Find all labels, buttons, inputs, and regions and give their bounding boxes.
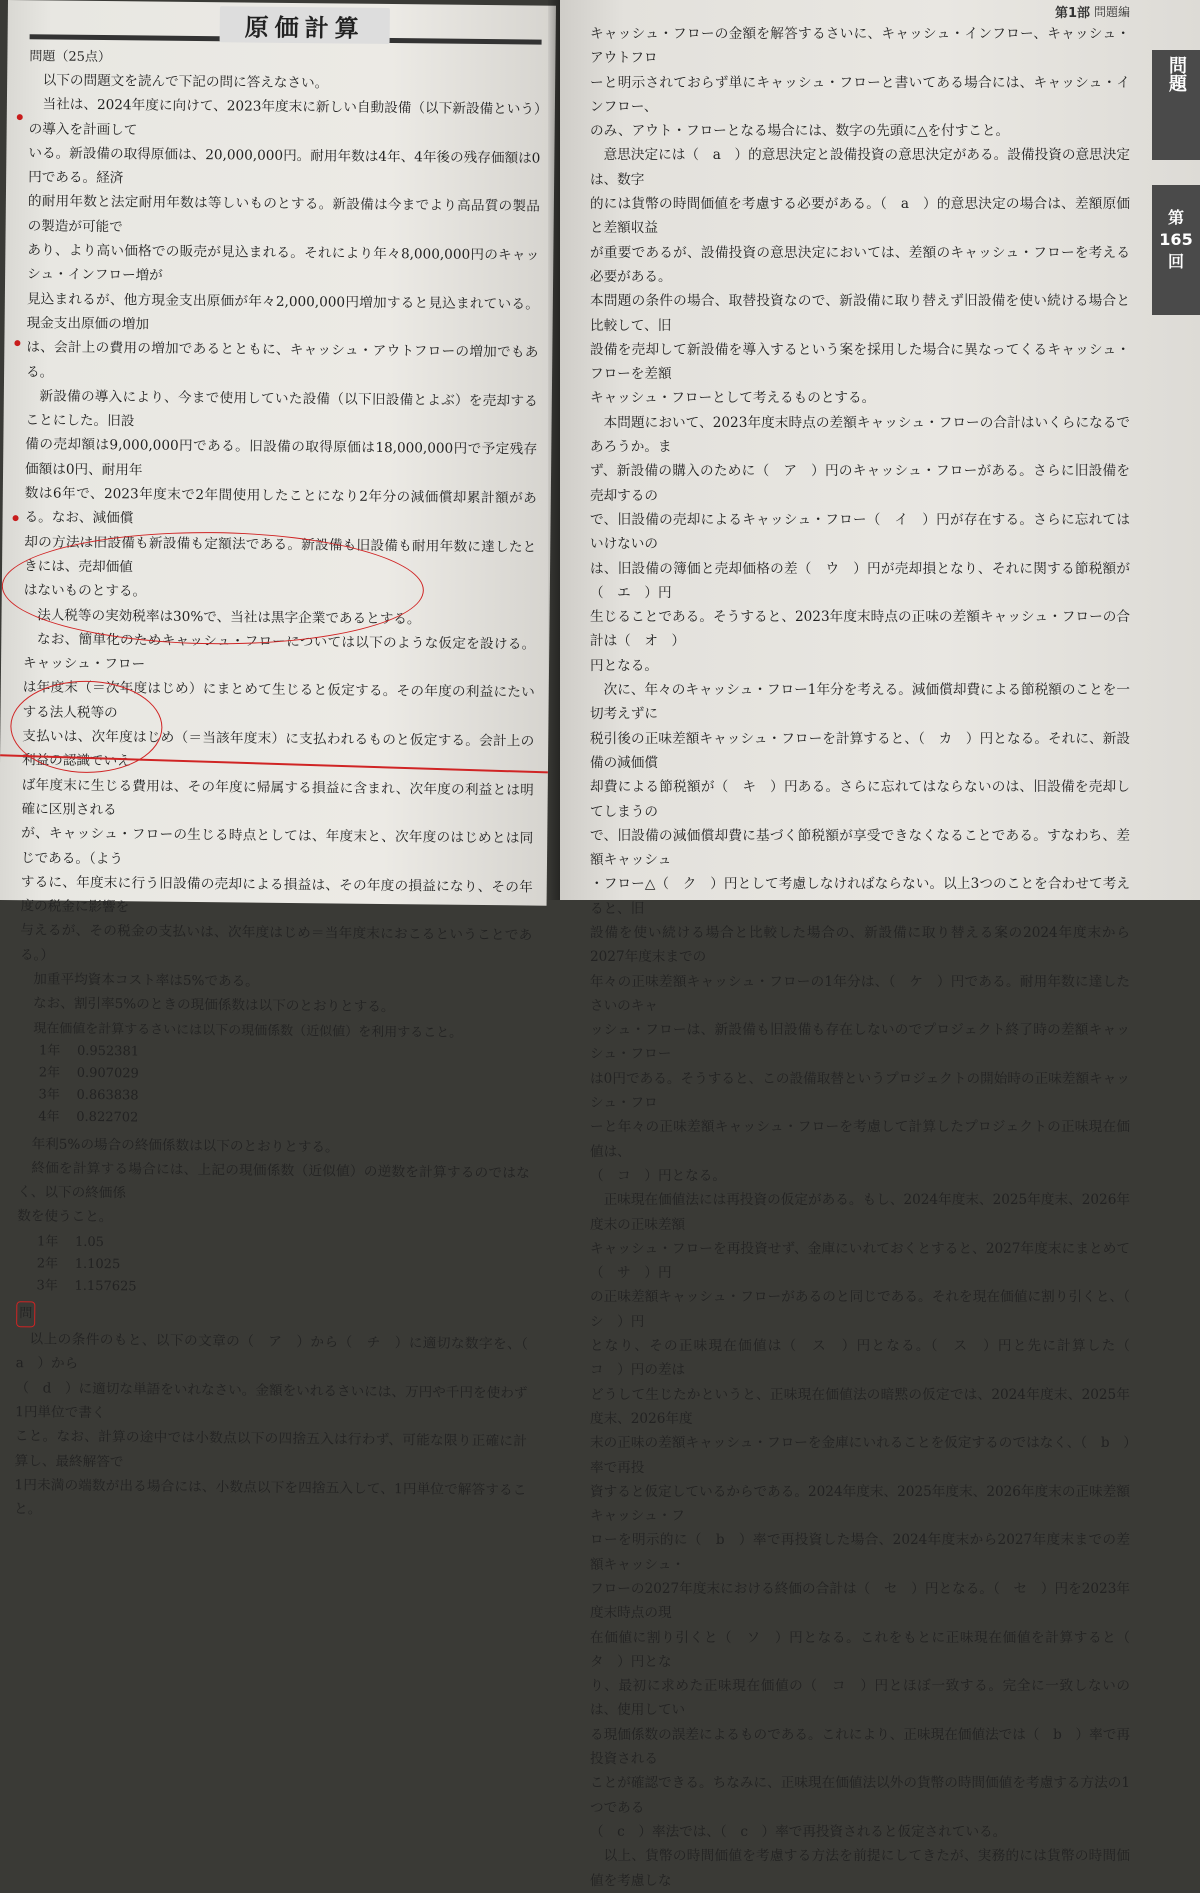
body-line: となり、その正味現在価値は（ ス ）円となる。（ ス ）円と先に計算した（ コ ）円の差は	[590, 1338, 1144, 1379]
factor-year: 4年	[38, 1108, 60, 1125]
body-line: 的耐用年数と法定耐用年数は等しいものとする。新設備は今までより高品質の製品の製造が可能で	[27, 193, 540, 235]
factor-year: 3年	[36, 1278, 58, 1294]
pv-factor-row	[32, 1106, 530, 1133]
body-line: なお、割引率5%のときの現価係数は以下のとおりとする。	[33, 995, 395, 1016]
factor-value: 0.907029	[76, 1065, 139, 1082]
question-line: 1円未満の端数が出る場合には、小数点以下を四捨五入して、1円単位で解答すること。	[14, 1476, 527, 1518]
body-line: で、旧設備の減価償却費に基づく節税額が享受できなくなることである。すなわち、差額キャッシュ	[590, 827, 1130, 869]
body-line: 以上、貨幣の時間価値を考慮する方法を前提にしてきたが、実務的には貨幣の時間価値を考慮しな	[590, 1848, 1130, 1889]
body-line: キャッシュ・フローを再投資せず、金庫にいれておくとすると、2027年度末にまとめて（ サ ）円	[590, 1240, 1130, 1282]
body-line: 新設備の導入により、今まで使用していた設備（以下旧設備とよぶ）を売却することにした。旧設	[25, 388, 538, 430]
red-pen-mark	[13, 515, 19, 521]
body-line: （ コ ）円となる。	[590, 1167, 726, 1184]
factor-year: 1年	[38, 1042, 61, 1059]
body-line: （ c ）率法では、（ c ）率で再投資されると仮定されている。	[590, 1823, 1007, 1840]
factor-year: 3年	[38, 1086, 60, 1103]
red-pen-mark	[17, 114, 23, 120]
red-pen-mark	[14, 340, 20, 346]
factor-value: 1.1025	[74, 1256, 121, 1273]
body-line: 与えるが、その税金の支払いは、次年度はじめ＝当年度末におこるということである。）	[19, 922, 533, 964]
body-line: するに、年度末に行う旧設備の売却による損益は、その年度の損益になり、その年度の税金に影響を	[20, 873, 533, 916]
body-line: 法人税等の実効税率は30%で、当社は黒字企業であるとする。	[37, 606, 421, 627]
body-line: ば年度末に生じる費用は、その年度に帰属する損益に含まれ、次年度の利益とは明確に区別される	[21, 776, 534, 819]
factor-value: 0.952381	[76, 1043, 140, 1060]
body-line: は、会計上の費用の増加であるとともに、キャッシュ・アウトフローの増加でもある。	[26, 339, 539, 381]
right-page	[560, 0, 1200, 1889]
body-line: 設備を使い続ける場合と比較した場合の、新設備に取り替える案の2024年度末から2027年度末までの	[590, 924, 1130, 966]
body-line: 円となる。	[590, 657, 658, 674]
fv-intro: 年利5%の場合の終価係数は以下のとおりとする。	[31, 1135, 339, 1156]
body-line: 本問題の条件の場合、取替投資なので、新設備に取り替えず旧設備を使い続ける場合と比較して、旧	[590, 293, 1130, 334]
side-tab-problems	[1152, 50, 1200, 160]
section-header	[30, 4, 542, 45]
body-line: の正味差額キャッシュ・フローがあるのと同じである。それを現在価値に割り引くと、（ シ ）円	[590, 1289, 1144, 1330]
fv-factor-table	[30, 1231, 529, 1302]
body-line: 本問題において、2023年度末時点の差額キャッシュ・フローの合計はいくらになるであろうか。ま	[590, 414, 1130, 456]
body-line: ーと明示されておらず単にキャッシュ・フローと書いてある場合には、キャッシュ・インフロー、	[590, 74, 1130, 115]
factor-year: 2年	[36, 1256, 59, 1272]
factor-value: 1.157625	[74, 1278, 137, 1295]
question-line: （ d ）に適切な単語をいれなさい。金額をいれるさいには、万円や千円を使わず1円単位で書く	[15, 1379, 528, 1422]
pv-factor-table	[32, 1018, 531, 1133]
body-line: 的には貨幣の時間価値を考慮する必要がある。（ a ）的意思決定の場合は、差額原価と差額収益	[590, 196, 1130, 237]
body-line: ず、新設備の購入のために（ ア ）円のキャッシュ・フローがある。さらに旧設備を売却するの	[590, 463, 1130, 504]
body-line: 当社は、2024年度に向けて、2023年度末に新しい自動設備（以下新設備という）の導入を計画して	[28, 96, 541, 138]
fv-intro: 終価を計算する場合には、上記の現価係数（近似値）の逆数を計算するのではなく、以下の終価係	[17, 1160, 530, 1202]
body-line: り、最初に求めた正味現在価値の（ コ ）円とほぼ一致する。完全に一致しないのは、使用してい	[590, 1678, 1130, 1719]
factor-year: 1年	[36, 1234, 59, 1250]
body-line: 末の正味の差額キャッシュ・フローを金庫にいれることを仮定するのではなく、（ b ）率で再投	[590, 1435, 1130, 1476]
pv-factor-note: 現在価値を計算するさいには以下の現価係数（近似値）を利用すること。	[33, 1020, 463, 1041]
body-line: 却費による節税額が（ キ ）円ある。さらに忘れてはならないのは、旧設備を売却してしまうの	[590, 779, 1130, 820]
section-title: 原価計算	[244, 12, 365, 43]
question-line: 以上の条件のもと、以下の文章の（ ア ）から（ チ ）に適切な数字を、（ a ）から	[15, 1331, 542, 1373]
body-line: 正味現在価値法には再投資の仮定がある。もし、2024年度末、2025年度末、2026年度末の正味差額	[590, 1192, 1130, 1233]
factor-value: 0.863838	[76, 1087, 139, 1104]
body-line: 年々の正味差額キャッシュ・フローの1年分は、（ ケ ）円である。耐用年数に達したさいのキャ	[590, 973, 1130, 1014]
body-line: 生じることである。そうすると、2023年度末時点の正味の差額キャッシュ・フローの合計は（ オ ）	[590, 609, 1130, 650]
body-line: ーと年々の正味差額キャッシュ・フローを考慮して計算したプロジェクトの正味現在価値は、	[590, 1119, 1130, 1160]
body-line: のみ、アウト・フローとなる場合には、数字の先頭に△を付すこと。	[590, 123, 1010, 140]
body-line: 備の売却額は9,000,000円である。旧設備の取得原価は18,000,000円で予定残存価額は0円、耐用年	[25, 436, 538, 479]
side-tab-label: 問題	[1166, 56, 1187, 92]
body-line: 加重平均資本コスト率は5%である。	[33, 971, 259, 990]
body-line: 税引後の正味差額キャッシュ・フローを計算すると、（ カ ）円となる。それに、新設備の減価償	[590, 730, 1130, 771]
body-line: は0円である。そうすると、この設備取替というプロジェクトの開始時の正味差額キャッシュ・フロ	[590, 1070, 1130, 1112]
body-line: る現価係数の誤差によるものである。これにより、正味現在価値法では（ b ）率で再投資される	[590, 1726, 1130, 1768]
side-tab-round	[1152, 185, 1200, 315]
body-line: 在価値に割り引くと（ ソ ）円となる。これをもとに正味現在価値を計算すると（ タ ）円とな	[590, 1629, 1144, 1670]
fv-factor-row	[30, 1275, 528, 1302]
body-line: 却の方法は旧設備も新設備も定額法である。新設備も旧設備も耐用年数に達したときには、売却価値	[23, 533, 537, 576]
problem-heading: 問題（25点）	[29, 49, 112, 66]
question-label: 問	[16, 1301, 35, 1327]
body-line: キャッシュ・フローとして考えるものとする。	[590, 390, 876, 407]
instruction-line: 以下の問題文を読んで下記の問に答えなさい。	[42, 72, 329, 92]
running-header	[590, 0, 1130, 22]
round-number: 165	[1159, 230, 1193, 249]
body-line: が、キャッシュ・フローの生じる時点としては、年度末と、次年度のはじめとは同じである。（よう	[20, 825, 534, 867]
factor-value: 0.822702	[76, 1109, 139, 1126]
left-page	[0, 0, 556, 1518]
part-label: 第1部	[1054, 5, 1090, 21]
body-line: ローを明示的に（ b ）率で再投資した場合、2024年度末から2027年度末までの差額キャッシュ・	[590, 1532, 1130, 1573]
part-section-label: 問題編	[1093, 4, 1130, 19]
question-line: こと。なお、計算の途中では小数点以下の四捨五入は行わず、可能な限り正確に計算し、最終解答で	[14, 1428, 528, 1470]
body-line: 見込まれるが、他方現金支出原価が年々2,000,000円増加すると見込まれている。現金支出原価の増加	[26, 290, 539, 333]
factor-year: 2年	[38, 1064, 61, 1081]
title-plate	[220, 6, 390, 44]
body-line: キャッシュ・フローの金額を解答するさいに、キャッシュ・インフロー、キャッシュ・アウトフロ	[590, 26, 1130, 67]
body-line: あり、より高い価格での販売が見込まれる。それにより年々8,000,000円のキャッシュ・インフロー増が	[27, 242, 540, 285]
body-line: 支払いは、次年度はじめ（＝当該年度末）に支払われるものと仮定する。会計上の利益の認識でいえ	[21, 728, 535, 770]
body-line: いる。新設備の取得原価は、20,000,000円。耐用年数は4年、4年後の残存価額は0円である。経済	[28, 145, 541, 187]
body-line: 資すると仮定しているからである。2024年度末、2025年度末、2026年度末の正味差額キャッシュ・フ	[590, 1483, 1130, 1525]
body-line: ッシュ・フローは、新設備も旧設備も存在しないのでプロジェクト終了時の差額キャッシュ・フロー	[590, 1022, 1130, 1063]
body-line: は年度末（＝次年度はじめ）にまとめて生じると仮定する。その年度の利益にたいする法人税等の	[22, 679, 535, 721]
body-line: は、旧設備の簿価と売却価格の差（ ウ ）円が売却損となり、それに関する節税額が（ エ ）円	[590, 560, 1130, 601]
body-line: で、旧設備の売却によるキャッシュ・フロー（ イ ）円が存在する。さらに忘れてはいけないの	[590, 511, 1130, 553]
body-line: ことが確認できる。ちなみに、正味現在価値法以外の貨幣の時間価値を考慮する方法の1つである	[590, 1775, 1130, 1816]
fv-intro: 数を使うこと。	[17, 1208, 113, 1226]
body-line: どうして生じたかというと、正味現在価値法の暗黙の仮定では、2024年度末、2025年度末、2026年度	[590, 1386, 1130, 1427]
round-prefix: 第	[1167, 208, 1184, 227]
body-line: はないものとする。	[23, 582, 147, 600]
body-line: フローの2027年度末における終価の合計は（ セ ）円となる。（ セ ）円を2023年度末時点の現	[590, 1581, 1130, 1622]
body-line: 設備を売却して新設備を導入するという案を採用した場合に異なってくるキャッシュ・フローを差額	[590, 341, 1130, 383]
body-line: が重要であるが、設備投資の意思決定においては、差額のキャッシュ・フローを考える必要がある。	[590, 244, 1130, 285]
body-line: 次に、年々のキャッシュ・フロー1年分を考える。減価償却費による節税額のことを一切考えずに	[590, 682, 1130, 723]
body-line: ・フロー△（ ク ）円として考慮しなければならない。以上3つのことを合わせて考えると、旧	[590, 876, 1130, 917]
factor-value: 1.05	[74, 1234, 105, 1250]
body-line: 意思決定には（ a ）的意思決定と設備投資の意思決定がある。設備投資の意思決定は、数字	[590, 147, 1130, 188]
round-suffix: 回	[1167, 252, 1184, 271]
body-line: 数は6年で、2023年度末で2年間使用したことになり2年分の減価償却累計額がある。なお、減価償	[24, 485, 537, 527]
body-line: なお、簡単化のためキャッシュ・フローについては以下のような仮定を設ける。キャッシュ・フロー	[22, 631, 536, 673]
